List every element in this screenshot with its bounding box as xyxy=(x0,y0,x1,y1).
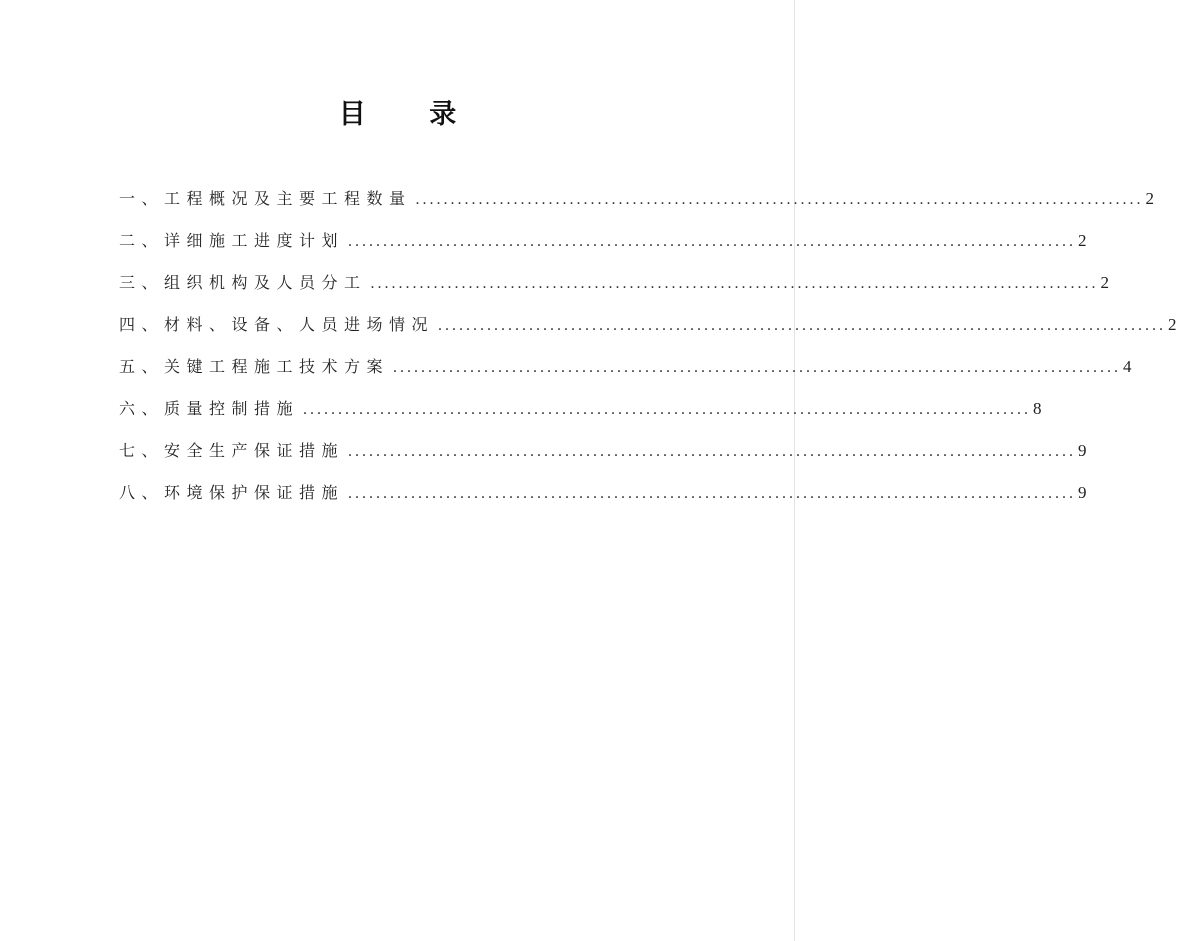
toc-dot-leader: ........................................................................................................ xyxy=(348,485,1077,502)
toc-page-number: 9 xyxy=(1078,441,1087,460)
toc-dot-leader: ........................................................................................................ xyxy=(370,275,1099,292)
toc-entry[interactable] xyxy=(119,186,1155,228)
toc-entry-title: 八、环境保护保证措施 xyxy=(119,483,345,502)
toc-entry[interactable] xyxy=(119,396,1042,438)
toc-dot-leader: ........................................................................................................ xyxy=(303,401,1032,418)
toc-entry-title: 五、关键工程施工技术方案 xyxy=(119,357,390,376)
toc-page-number: 9 xyxy=(1078,483,1087,502)
toc-page-number: 2 xyxy=(1145,189,1155,208)
toc-dot-leader: ........................................................................................................ xyxy=(348,443,1077,460)
toc-entry-title: 一、工程概况及主要工程数量 xyxy=(119,189,412,208)
table-of-contents xyxy=(119,186,1177,522)
toc-entry-title: 四、材料、设备、人员进场情况 xyxy=(119,315,435,334)
toc-entry-title: 六、质量控制措施 xyxy=(119,399,300,418)
toc-entry[interactable] xyxy=(119,228,1087,270)
toc-entry-title: 二、详细施工进度计划 xyxy=(119,231,345,250)
toc-entry[interactable] xyxy=(119,480,1087,522)
toc-dot-leader: ........................................................................................................ xyxy=(415,191,1144,208)
toc-page-number: 2 xyxy=(1168,315,1177,334)
toc-page-number: 2 xyxy=(1100,273,1110,292)
toc-dot-leader: ........................................................................................................ xyxy=(393,359,1122,376)
toc-entry[interactable] xyxy=(119,270,1110,312)
toc-page-number: 8 xyxy=(1033,399,1042,418)
page-edge xyxy=(794,0,795,941)
toc-entry[interactable] xyxy=(119,312,1177,354)
toc-entry[interactable] xyxy=(119,438,1087,480)
toc-title: 目 录 xyxy=(338,99,484,130)
toc-page-number: 4 xyxy=(1123,357,1132,376)
toc-dot-leader: ........................................................................................................ xyxy=(348,233,1077,250)
toc-entry[interactable] xyxy=(119,354,1132,396)
toc-page-number: 2 xyxy=(1078,231,1087,250)
toc-entry-title: 三、组织机构及人员分工 xyxy=(119,273,367,292)
toc-entry-title: 七、安全生产保证措施 xyxy=(119,441,345,460)
toc-dot-leader: ........................................................................................................ xyxy=(438,317,1167,334)
